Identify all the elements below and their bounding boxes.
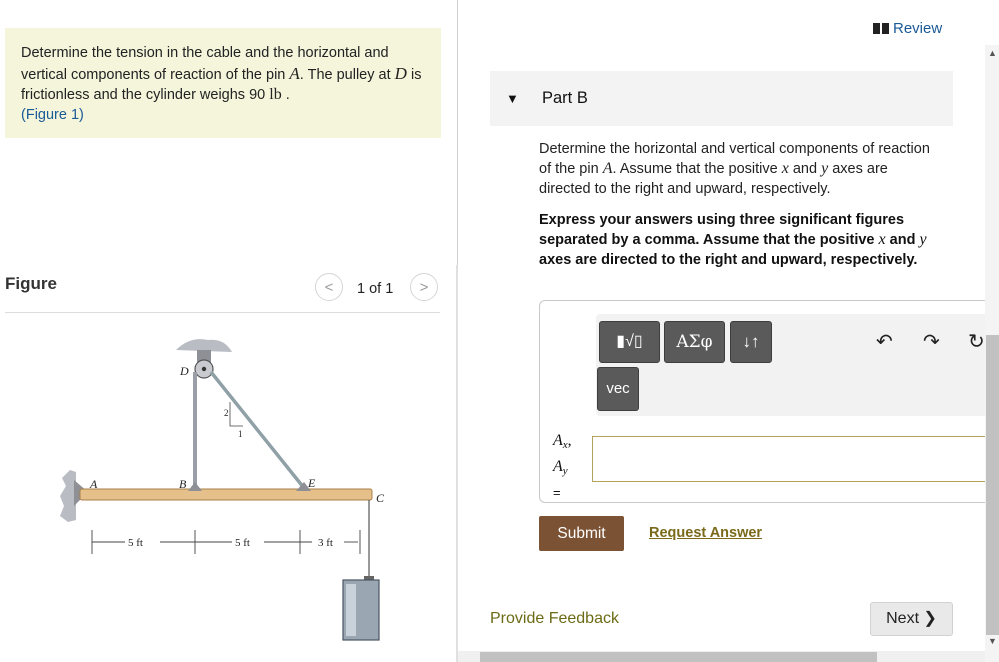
collapse-toggle-icon[interactable]: ▼ — [506, 91, 519, 106]
label-e: E — [308, 476, 316, 490]
figure-pager-count: 1 of 1 — [357, 281, 394, 297]
part-title: Part B — [542, 89, 588, 107]
templates-button[interactable]: ▮√▯ — [599, 321, 660, 363]
slope-run-label: 1 — [238, 429, 243, 439]
question-text-3: and — [788, 161, 822, 177]
dim-be: 5 ft — [235, 537, 250, 549]
question-var-a: A — [602, 160, 613, 177]
problem-pulley-var: D — [394, 63, 407, 83]
answer-label-x-sub: x — [562, 439, 568, 451]
pulley-axle — [202, 367, 206, 371]
bracket-b — [188, 482, 202, 491]
figure-next-button[interactable]: > — [410, 273, 438, 301]
question-text-4: axes are directed to the right and upward, respectively. — [539, 161, 888, 197]
submit-button[interactable]: Submit — [539, 516, 624, 551]
answer-label-equals: = — [553, 485, 561, 500]
answer-input[interactable] — [592, 436, 999, 482]
beam-pulley-figure — [40, 330, 410, 645]
problem-text-2: . The pulley at — [299, 66, 395, 83]
scroll-down-icon[interactable]: ▼ — [988, 636, 997, 646]
instruction-text-1: Express your answers using three significant figures separated by a comma. Assume that the positive — [539, 212, 905, 248]
answer-label-ax: A — [553, 432, 563, 449]
label-d: D — [180, 364, 189, 378]
problem-pin-var: A — [289, 63, 300, 83]
request-answer-link[interactable]: Request Answer — [649, 525, 763, 541]
review-link[interactable] — [873, 20, 942, 37]
problem-statement — [21, 44, 431, 125]
instruction-var-x: x — [878, 231, 886, 248]
beam — [80, 489, 372, 500]
cylinder-highlight — [346, 584, 356, 636]
dim-ab: 5 ft — [128, 537, 143, 549]
instruction-text-2: and — [885, 232, 920, 248]
question-text-1: Determine the horizontal and vertical components of reaction of the pin — [539, 141, 930, 177]
part-question — [539, 139, 939, 199]
wall-support — [60, 470, 76, 522]
review-label: Review — [893, 20, 943, 37]
question-text-2: . Assume that the positive — [612, 161, 782, 177]
redo-icon[interactable]: ↷ — [923, 331, 940, 353]
problem-text-4: . — [281, 87, 290, 103]
instruction-var-y: y — [919, 231, 927, 248]
answer-label-ay: A — [553, 458, 563, 475]
answer-label-y-sub: y — [562, 465, 568, 477]
scroll-up-icon[interactable]: ▲ — [988, 48, 997, 58]
vector-button[interactable]: vec — [597, 367, 639, 411]
problem-text-3: is frictionless and the cylinder weighs 90 — [21, 66, 422, 103]
figure-divider — [5, 312, 440, 313]
next-button[interactable]: Next ❯ — [870, 602, 953, 636]
figure-prev-button[interactable]: < — [315, 273, 343, 301]
instruction-text-3: axes are directed to the right and upward, respectively. — [539, 252, 918, 268]
reset-icon[interactable]: ↻ — [968, 331, 985, 353]
answer-label-comma: , — [567, 432, 572, 449]
label-a: A — [90, 477, 98, 491]
figure-heading: Figure — [5, 274, 57, 293]
answer-label — [553, 430, 572, 503]
answer-instructions — [539, 210, 949, 270]
book-icon — [873, 23, 889, 34]
problem-text-1: Determine the tension in the cable and the horizontal and vertical components of reaction of the pin — [21, 45, 389, 83]
question-var-x: x — [781, 160, 789, 177]
column-resize-handle[interactable] — [456, 265, 458, 662]
greek-symbols-button[interactable]: ΑΣφ — [664, 321, 725, 363]
undo-icon[interactable]: ↶ — [876, 331, 893, 353]
arrows-button[interactable]: ↓↑ — [730, 321, 772, 363]
horizontal-scrollbar-thumb[interactable] — [480, 652, 877, 662]
slope-rise-label: 2 — [224, 408, 229, 418]
label-b: B — [179, 477, 187, 491]
inclined-cable — [211, 372, 304, 488]
label-c: C — [376, 491, 385, 505]
figure-link[interactable]: Figure 1 — [25, 106, 80, 123]
dim-ec: 3 ft — [318, 537, 333, 549]
figure-link-close: ) — [79, 106, 84, 123]
vertical-scrollbar-thumb[interactable] — [986, 335, 999, 635]
figure-link-open: ( — [21, 106, 26, 123]
provide-feedback-link[interactable]: Provide Feedback — [490, 610, 619, 627]
question-var-y: y — [821, 160, 829, 177]
problem-unit: lb — [269, 86, 282, 103]
